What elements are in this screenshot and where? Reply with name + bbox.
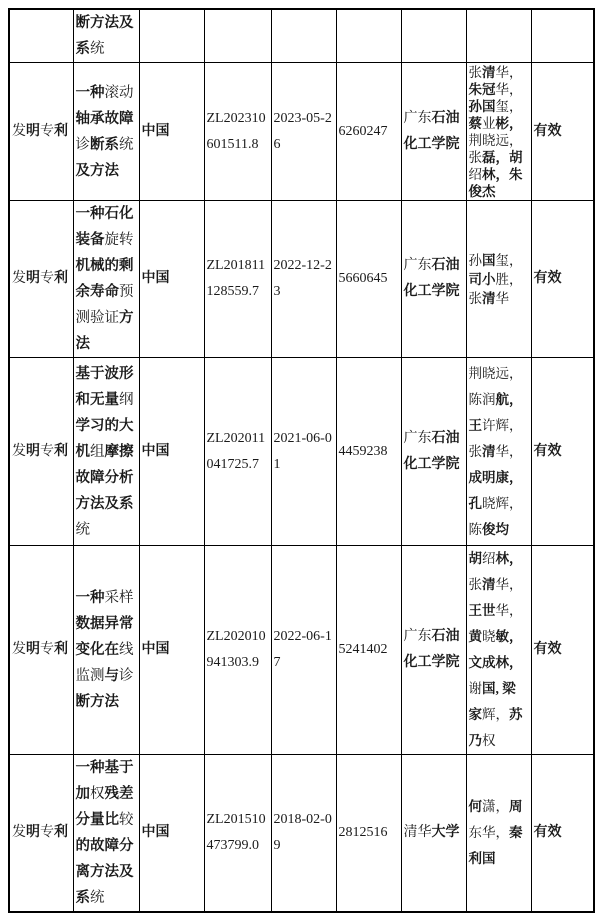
status-cell: 有效 xyxy=(531,546,594,755)
inventors-cell: 胡绍林，张清华，王世华，黄晓敏，文成林，谢国, 梁家辉，苏乃权 xyxy=(466,546,531,755)
status-cell xyxy=(531,9,594,63)
patent-row xyxy=(9,201,594,358)
patent-number-cell xyxy=(204,9,271,63)
grant-date-cell: 2023-05-26 xyxy=(271,63,336,201)
patent-row xyxy=(9,755,594,913)
certificate-number-cell: 5660645 xyxy=(336,201,401,358)
patent-title-cell: 一种基于加权残差分量比较的故障分离方法及系统 xyxy=(73,755,139,913)
patent-number-cell: ZL201811128559.7 xyxy=(204,201,271,358)
status-cell: 有效 xyxy=(531,201,594,358)
patent-number-cell: ZL202010941303.9 xyxy=(204,546,271,755)
country-cell xyxy=(139,9,204,63)
patent-title-cell: 一种采样数据异常变化在线监测与诊断方法 xyxy=(73,546,139,755)
patentee-cell: 清华大学 xyxy=(401,755,466,913)
status-cell: 有效 xyxy=(531,755,594,913)
inventors-cell: 何潇，周东华，秦利国 xyxy=(466,755,531,913)
patent-type-cell: 发明专利 xyxy=(9,546,73,755)
inventors-cell xyxy=(466,9,531,63)
patentee-cell: 广东石油化工学院 xyxy=(401,358,466,546)
grant-date-cell: 2022-06-17 xyxy=(271,546,336,755)
patent-title-cell: 断方法及系统 xyxy=(73,9,139,63)
country-cell: 中国 xyxy=(139,63,204,201)
grant-date-cell xyxy=(271,9,336,63)
patent-row-continued xyxy=(9,9,594,63)
patent-title-cell: 基于波形和无量纲学习的大机组摩擦故障分析方法及系统 xyxy=(73,358,139,546)
patent-type-cell: 发明专利 xyxy=(9,358,73,546)
patent-row xyxy=(9,546,594,755)
patent-type-cell: 发明专利 xyxy=(9,755,73,913)
patent-type-cell: 发明专利 xyxy=(9,201,73,358)
patent-number-cell: ZL202310601511.8 xyxy=(204,63,271,201)
country-cell: 中国 xyxy=(139,358,204,546)
patent-title-cell: 一种滚动轴承故障诊断系统及方法 xyxy=(73,63,139,201)
patentee-cell: 广东石油化工学院 xyxy=(401,201,466,358)
patentee-cell xyxy=(401,9,466,63)
certificate-number-cell: 5241402 xyxy=(336,546,401,755)
grant-date-cell: 2022-12-23 xyxy=(271,201,336,358)
inventors-cell: 荆晓远，陈润航，王许辉，张清华，成明康，孔晓辉，陈俊均 xyxy=(466,358,531,546)
certificate-number-cell xyxy=(336,9,401,63)
status-cell: 有效 xyxy=(531,63,594,201)
country-cell: 中国 xyxy=(139,201,204,358)
inventors-cell: 张清华，朱冠华，孙国玺，蔡业彬，荆晓远，张磊，胡绍林，朱俊杰 xyxy=(466,63,531,201)
patent-table xyxy=(8,8,595,913)
certificate-number-cell: 4459238 xyxy=(336,358,401,546)
inventors-cell: 孙国玺，司小胜，张清华 xyxy=(466,201,531,358)
patent-row xyxy=(9,63,594,201)
patent-number-cell: ZL201510473799.0 xyxy=(204,755,271,913)
patentee-cell: 广东石油化工学院 xyxy=(401,546,466,755)
patent-row xyxy=(9,358,594,546)
country-cell: 中国 xyxy=(139,755,204,913)
certificate-number-cell: 6260247 xyxy=(336,63,401,201)
grant-date-cell: 2021-06-01 xyxy=(271,358,336,546)
status-cell: 有效 xyxy=(531,358,594,546)
grant-date-cell: 2018-02-09 xyxy=(271,755,336,913)
patent-type-cell xyxy=(9,9,73,63)
patent-number-cell: ZL202011041725.7 xyxy=(204,358,271,546)
patentee-cell: 广东石油化工学院 xyxy=(401,63,466,201)
patent-type-cell: 发明专利 xyxy=(9,63,73,201)
patent-title-cell: 一种石化装备旋转机械的剩余寿命预测验证方法 xyxy=(73,201,139,358)
certificate-number-cell: 2812516 xyxy=(336,755,401,913)
country-cell: 中国 xyxy=(139,546,204,755)
